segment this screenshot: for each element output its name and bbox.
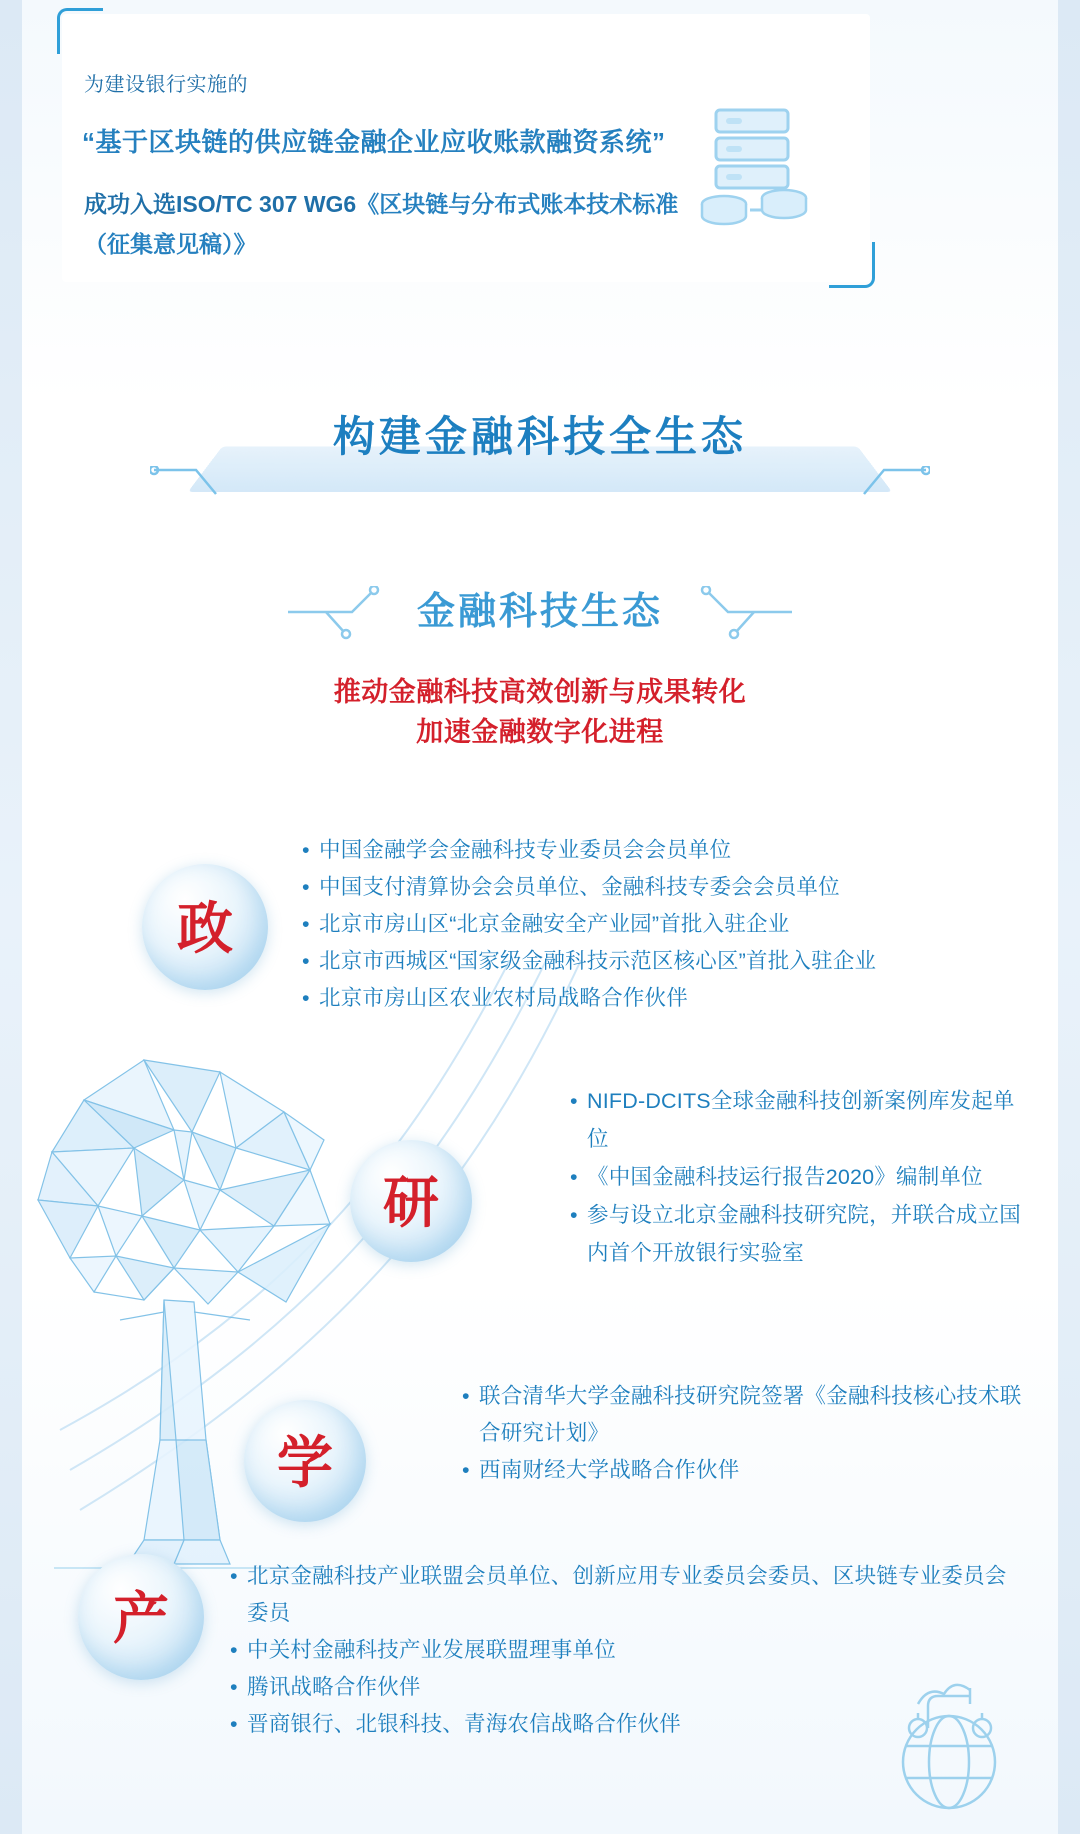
globe-growth-icon xyxy=(874,1670,1024,1820)
card-subtext-prefix: 成功入选ISO/TC 307 WG6 xyxy=(84,191,357,217)
list-item: • 北京市房山区农业农村局战略合作伙伴 xyxy=(302,980,1002,1017)
eco-section-title: 金融科技生态 xyxy=(416,591,663,633)
bubble-zheng xyxy=(142,864,268,990)
card-subtext-accent: 《区块链与分布式账本技术标准（征集意见稿）》 xyxy=(84,191,679,257)
bubble-yan xyxy=(350,1140,472,1262)
list-item: • 西南财经大学战略合作伙伴 xyxy=(462,1452,1022,1489)
iso-standard-card xyxy=(62,14,870,282)
eco-slogan-line2: 加速金融数字化进程 xyxy=(416,717,664,747)
banner-bracket-right-icon xyxy=(810,466,930,500)
banner-bracket-left-icon xyxy=(150,466,270,500)
eco-decor-left-icon xyxy=(286,586,406,642)
card-lead-text: 为建设银行实施的 xyxy=(84,74,248,96)
bullet-group-zheng xyxy=(302,832,1002,1017)
right-rail xyxy=(1058,0,1080,1834)
card-corner-bottom-right xyxy=(829,242,875,288)
bubble-xue xyxy=(244,1400,366,1522)
list-item: • 北京金融科技产业联盟会员单位、创新应用专业委员会委员、区块链专业委员会委员 xyxy=(230,1558,1020,1632)
banner-title: 构建金融科技全生态 xyxy=(332,413,747,460)
bubble-chan xyxy=(78,1554,204,1680)
card-subtext xyxy=(84,184,704,264)
bullet-group-xue xyxy=(462,1378,1022,1489)
list-item: • 联合清华大学金融科技研究院签署《金融科技核心技术联合研究计划》 xyxy=(462,1378,1022,1452)
bubble-chan-label: 产 xyxy=(113,1587,169,1650)
bubble-xue-label: 学 xyxy=(277,1431,333,1494)
list-item: • 参与设立北京金融科技研究院，并联合成立国内首个开放银行实验室 xyxy=(570,1196,1030,1272)
list-item: • 中关村金融科技产业发展联盟理事单位 xyxy=(230,1632,1020,1669)
list-item: • 中国支付清算协会会员单位、金融科技专委会会员单位 xyxy=(302,869,1002,906)
list-item: • 《中国金融科技运行报告2020》编制单位 xyxy=(570,1158,1030,1196)
list-item: • 北京市西城区“国家级金融科技示范区核心区”首批入驻企业 xyxy=(302,943,1002,980)
section-banner xyxy=(0,404,1080,514)
card-headline: “基于区块链的供应链金融企业应收账款融资系统” xyxy=(82,127,666,157)
left-rail xyxy=(0,0,22,1834)
bubble-yan-label: 研 xyxy=(383,1171,439,1234)
list-item: • 北京市房山区“北京金融安全产业园”首批入驻企业 xyxy=(302,906,1002,943)
list-item: • NIFD-DCITS全球金融科技创新案例库发起单位 xyxy=(570,1082,1030,1158)
list-item: • 腾讯战略合作伙伴 xyxy=(230,1669,1020,1706)
list-item: • 晋商银行、北银科技、青海农信战略合作伙伴 xyxy=(230,1706,1020,1743)
eco-decor-right-icon xyxy=(674,586,794,642)
eco-slogan-line1: 推动金融科技高效创新与成果转化 xyxy=(333,677,747,707)
bullet-group-yan xyxy=(570,1082,1030,1272)
eco-slogan xyxy=(0,672,1080,752)
card-corner-top-left xyxy=(57,8,103,54)
bubble-zheng-label: 政 xyxy=(177,897,233,960)
server-coins-icon xyxy=(692,104,822,234)
list-item: • 中国金融学会金融科技专业委员会会员单位 xyxy=(302,832,1002,869)
